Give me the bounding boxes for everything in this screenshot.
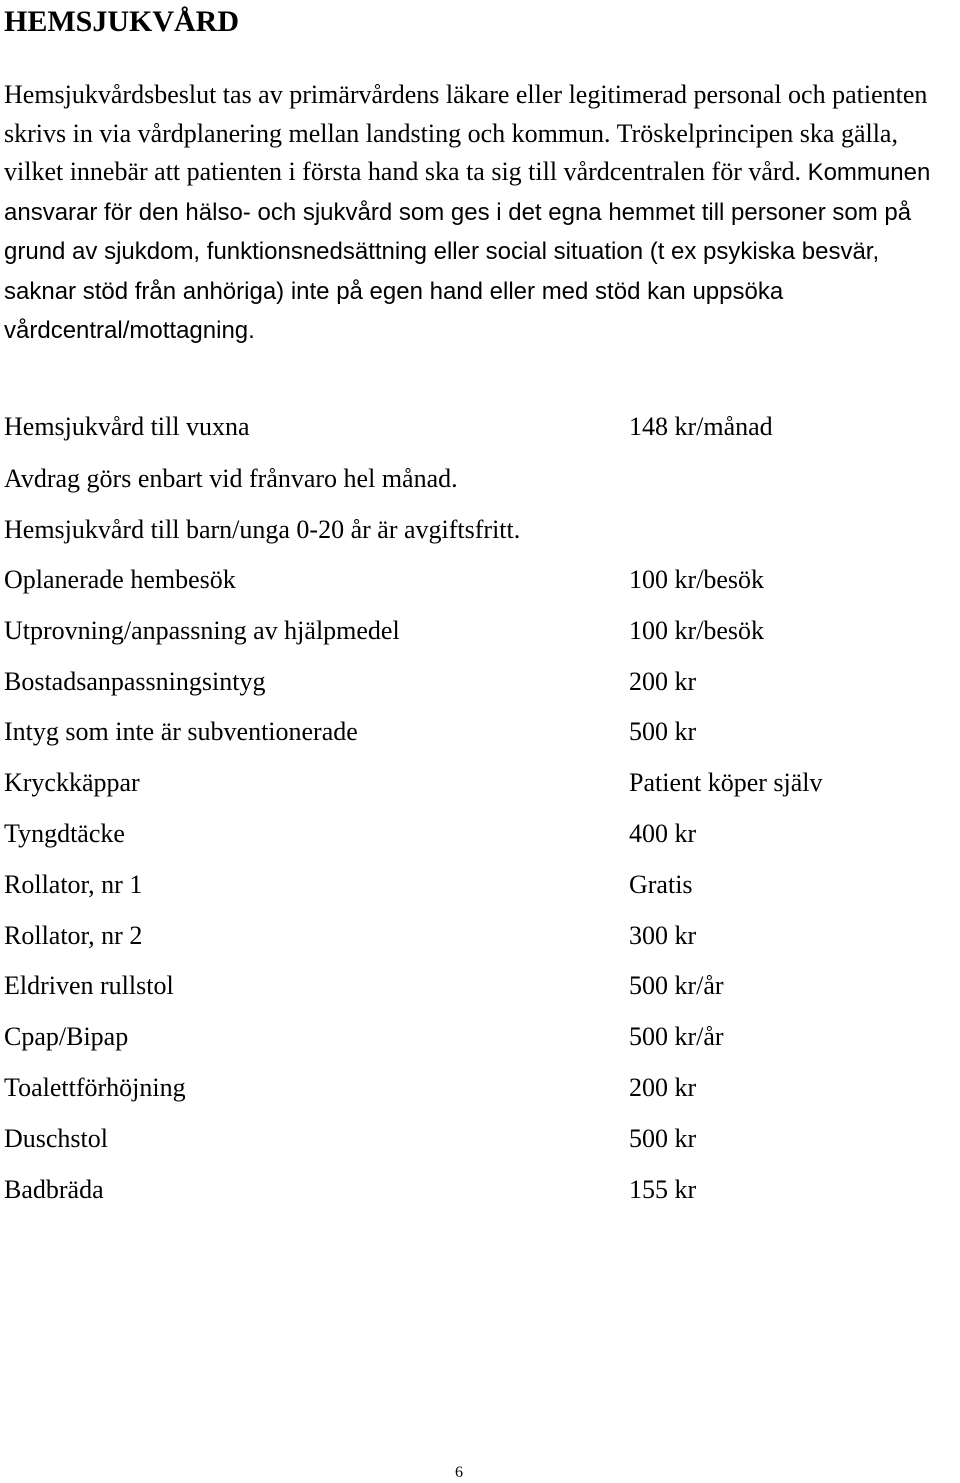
fee-amount: 155 kr	[629, 1175, 697, 1204]
fee-row	[4, 766, 956, 800]
page-title: HEMSJUKVÅRD	[4, 5, 240, 38]
fee-label: Tyngdtäcke	[4, 819, 125, 848]
fee-label: Toalettförhöjning	[4, 1073, 186, 1102]
page-number: 6	[455, 1464, 463, 1481]
fee-row	[4, 1173, 956, 1207]
fee-row	[4, 868, 956, 902]
fee-amount: 500 kr/år	[629, 1022, 724, 1051]
fee-row	[4, 715, 956, 749]
fee-row	[4, 1122, 956, 1156]
fee-amount: 300 kr	[629, 921, 697, 950]
fee-amount: 200 kr	[629, 667, 697, 696]
fee-label: Hemsjukvård till vuxna	[4, 412, 250, 441]
fee-label: Utprovning/anpassning av hjälpmedel	[4, 616, 400, 645]
fee-label: Badbräda	[4, 1175, 104, 1204]
intro-text-municipality: Kommunen ansvarar för den hälso- och sjukvård som ges i det egna hemmet till personer som på grund av sjukdom, funktionsnedsättning eller social situation (t ex psykiska besvär, saknar stöd från anhöriga) inte på egen hand eller med stöd kan uppsöka vårdcentral/mottagning.	[4, 159, 931, 344]
fee-label: Intyg som inte är subventionerade	[4, 717, 358, 746]
intro-text-decision: Hemsjukvårdsbeslut tas av primärvårdens läkare eller legitimerad personal och patienten skrivs in via vårdplanering mellan landsting och kommun. Tröskelprincipen ska gälla, vilket innebär att patienten i första hand ska ta sig till vårdcentralen för vård.	[4, 80, 928, 186]
fee-amount: 100 kr/besök	[629, 616, 765, 645]
fee-row	[4, 614, 956, 648]
fee-amount: Gratis	[629, 870, 693, 899]
fee-amount: 500 kr/år	[629, 971, 724, 1000]
note-children-free: Hemsjukvård till barn/unga 0-20 år är avgiftsfritt.	[4, 515, 521, 544]
fee-label: Oplanerade hembesök	[4, 565, 236, 594]
fee-label: Kryckkäppar	[4, 768, 140, 797]
note-deduction: Avdrag görs enbart vid frånvaro hel månad.	[4, 464, 458, 493]
fee-row	[4, 1071, 956, 1105]
fee-row	[4, 665, 956, 699]
fee-label: Duschstol	[4, 1124, 108, 1153]
fee-amount: 100 kr/besök	[629, 565, 765, 594]
fee-label: Cpap/Bipap	[4, 1022, 129, 1051]
intro-paragraph	[4, 76, 956, 351]
fee-label: Rollator, nr 2	[4, 921, 143, 950]
fee-row	[4, 1020, 956, 1054]
fee-row	[4, 919, 956, 953]
fee-row	[4, 817, 956, 851]
fee-label: Eldriven rullstol	[4, 971, 174, 1000]
fee-label: Bostadsanpassningsintyg	[4, 667, 266, 696]
fee-amount: 500 kr	[629, 1124, 697, 1153]
fee-amount: Patient köper själv	[629, 768, 823, 797]
fee-row	[4, 563, 956, 597]
fee-amount: 200 kr	[629, 1073, 697, 1102]
fee-amount: 500 kr	[629, 717, 697, 746]
fee-row-adult-home-care	[4, 410, 956, 444]
fee-label: Rollator, nr 1	[4, 870, 143, 899]
fee-amount: 148 kr/månad	[629, 412, 773, 441]
fee-amount: 400 kr	[629, 819, 697, 848]
fee-row	[4, 969, 956, 1003]
